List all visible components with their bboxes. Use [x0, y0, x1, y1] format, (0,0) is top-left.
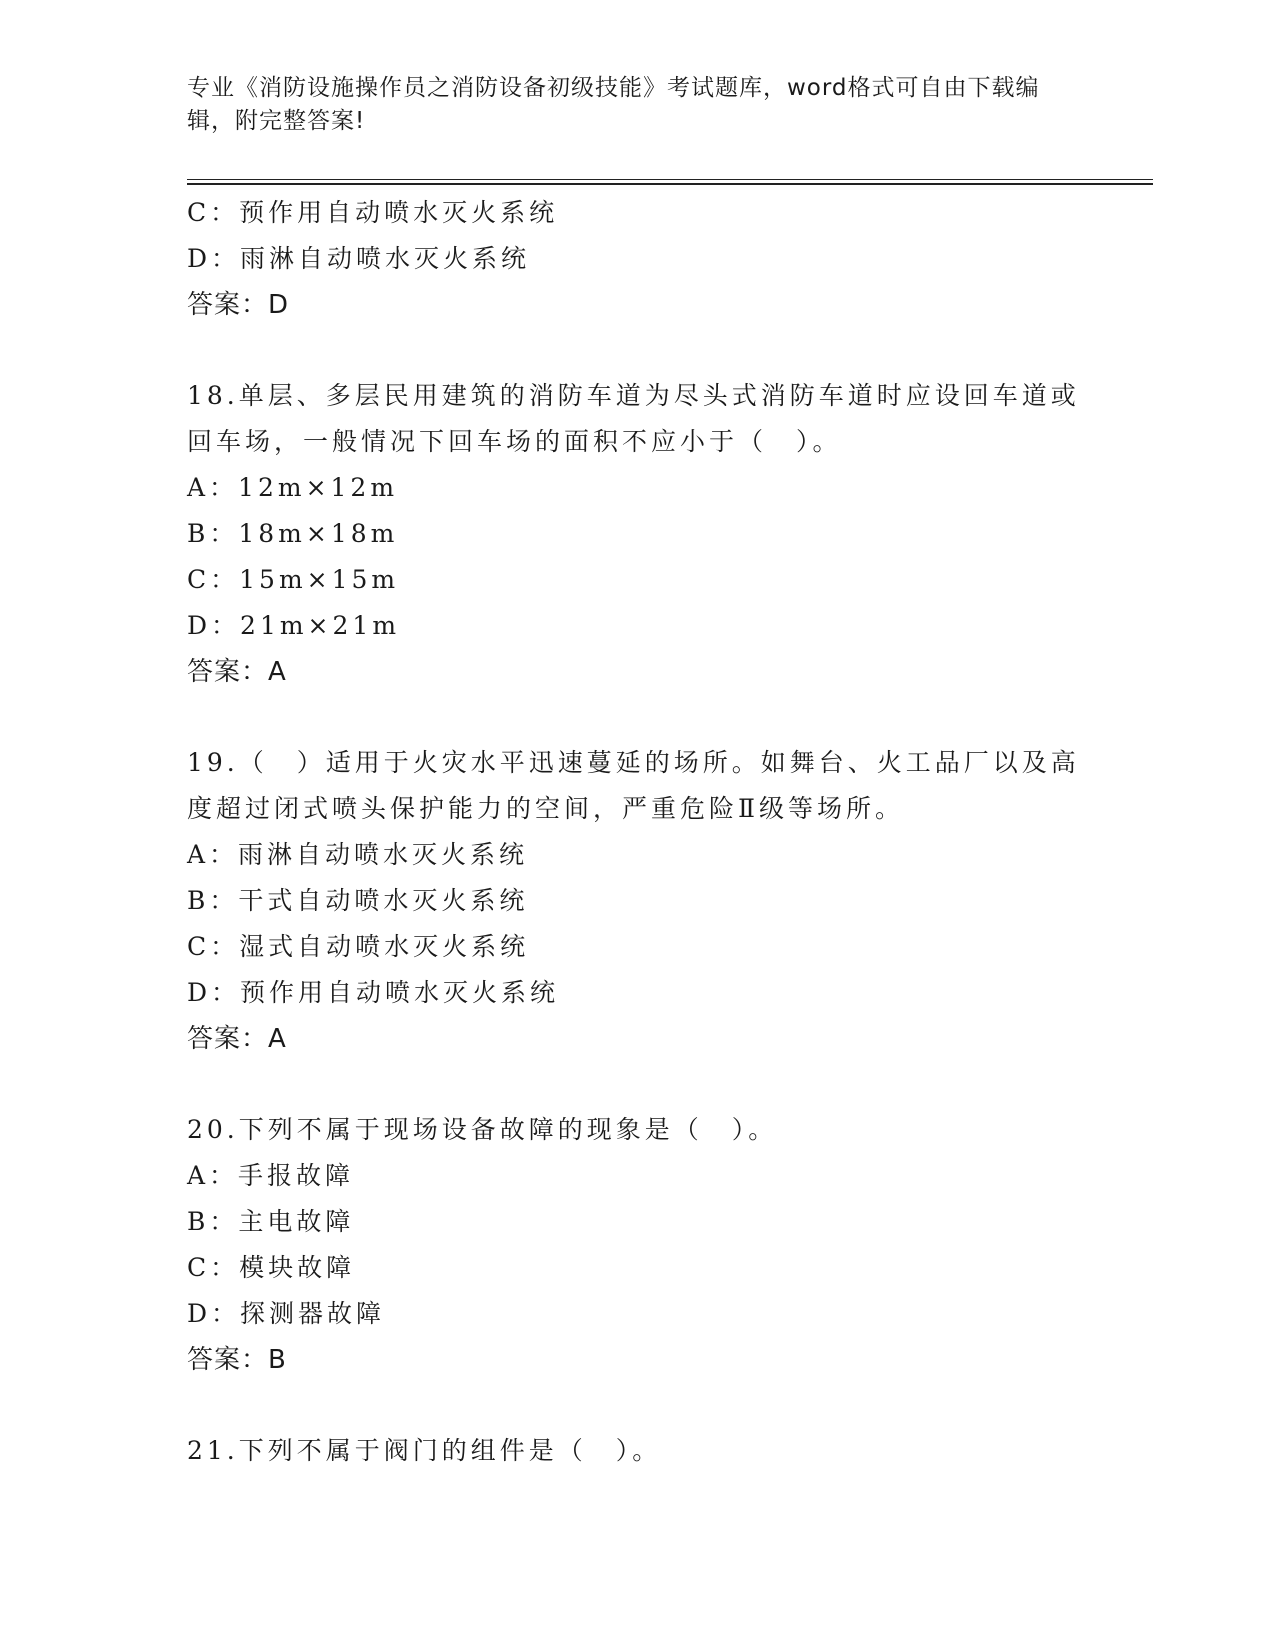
option-c: C：15m×15m [187, 565, 400, 594]
option-d: D：探测器故障 [187, 1299, 386, 1328]
question-20 [187, 1107, 1087, 1383]
option-d: D：21m×21m [187, 611, 401, 640]
option-a: A：手报故障 [187, 1161, 355, 1190]
header-line-2: 辑，附完整答案! [187, 108, 366, 134]
option-c: C：模块故障 [187, 1253, 356, 1282]
spacer [187, 328, 1087, 373]
spacer [187, 1383, 1087, 1428]
header-divider-thick [187, 183, 1153, 185]
question-17-tail [187, 190, 1087, 328]
option-d: D：雨淋自动喷水灭火系统 [187, 244, 531, 273]
option-a: A：12m×12m [187, 473, 399, 502]
question-stem-line-2: 度超过闭式喷头保护能力的空间，严重危险Ⅱ级等场所。 [187, 794, 904, 823]
question-stem-line-2: 回车场，一般情况下回车场的面积不应小于（ ）。 [187, 427, 842, 456]
spacer [187, 695, 1087, 740]
question-19 [187, 740, 1087, 1062]
option-b: B：18m×18m [187, 519, 399, 548]
question-stem-line-1: 19.（ ）适用于火灾水平迅速蔓延的场所。如舞台、火工品厂以及高 [187, 748, 1080, 777]
answer-line: 答案：B [187, 1345, 287, 1375]
header-divider-thin [187, 179, 1153, 180]
question-stem-line-1: 21.下列不属于阀门的组件是（ ）。 [187, 1436, 662, 1465]
document-header [187, 72, 1067, 138]
question-stem-line-1: 18.单层、多层民用建筑的消防车道为尽头式消防车道时应设回车道或 [187, 381, 1080, 410]
option-d: D：预作用自动喷水灭火系统 [187, 978, 560, 1007]
option-b: B：主电故障 [187, 1207, 355, 1236]
option-b: B：干式自动喷水灭火系统 [187, 886, 529, 915]
header-line-1: 专业《消防设施操作员之消防设备初级技能》考试题库，word格式可自由下载编 [187, 75, 1040, 101]
question-21 [187, 1428, 1087, 1474]
question-stem-line-1: 20.下列不属于现场设备故障的现象是（ ）。 [187, 1115, 778, 1144]
question-18 [187, 373, 1087, 695]
question-list [187, 190, 1087, 1474]
option-a: A：雨淋自动喷水灭火系统 [187, 840, 529, 869]
answer-line: 答案：A [187, 1024, 287, 1054]
option-c: C：预作用自动喷水灭火系统 [187, 198, 559, 227]
option-c: C：湿式自动喷水灭火系统 [187, 932, 530, 961]
spacer [187, 1062, 1087, 1107]
answer-line: 答案：A [187, 657, 287, 687]
answer-line: 答案：D [187, 290, 290, 320]
